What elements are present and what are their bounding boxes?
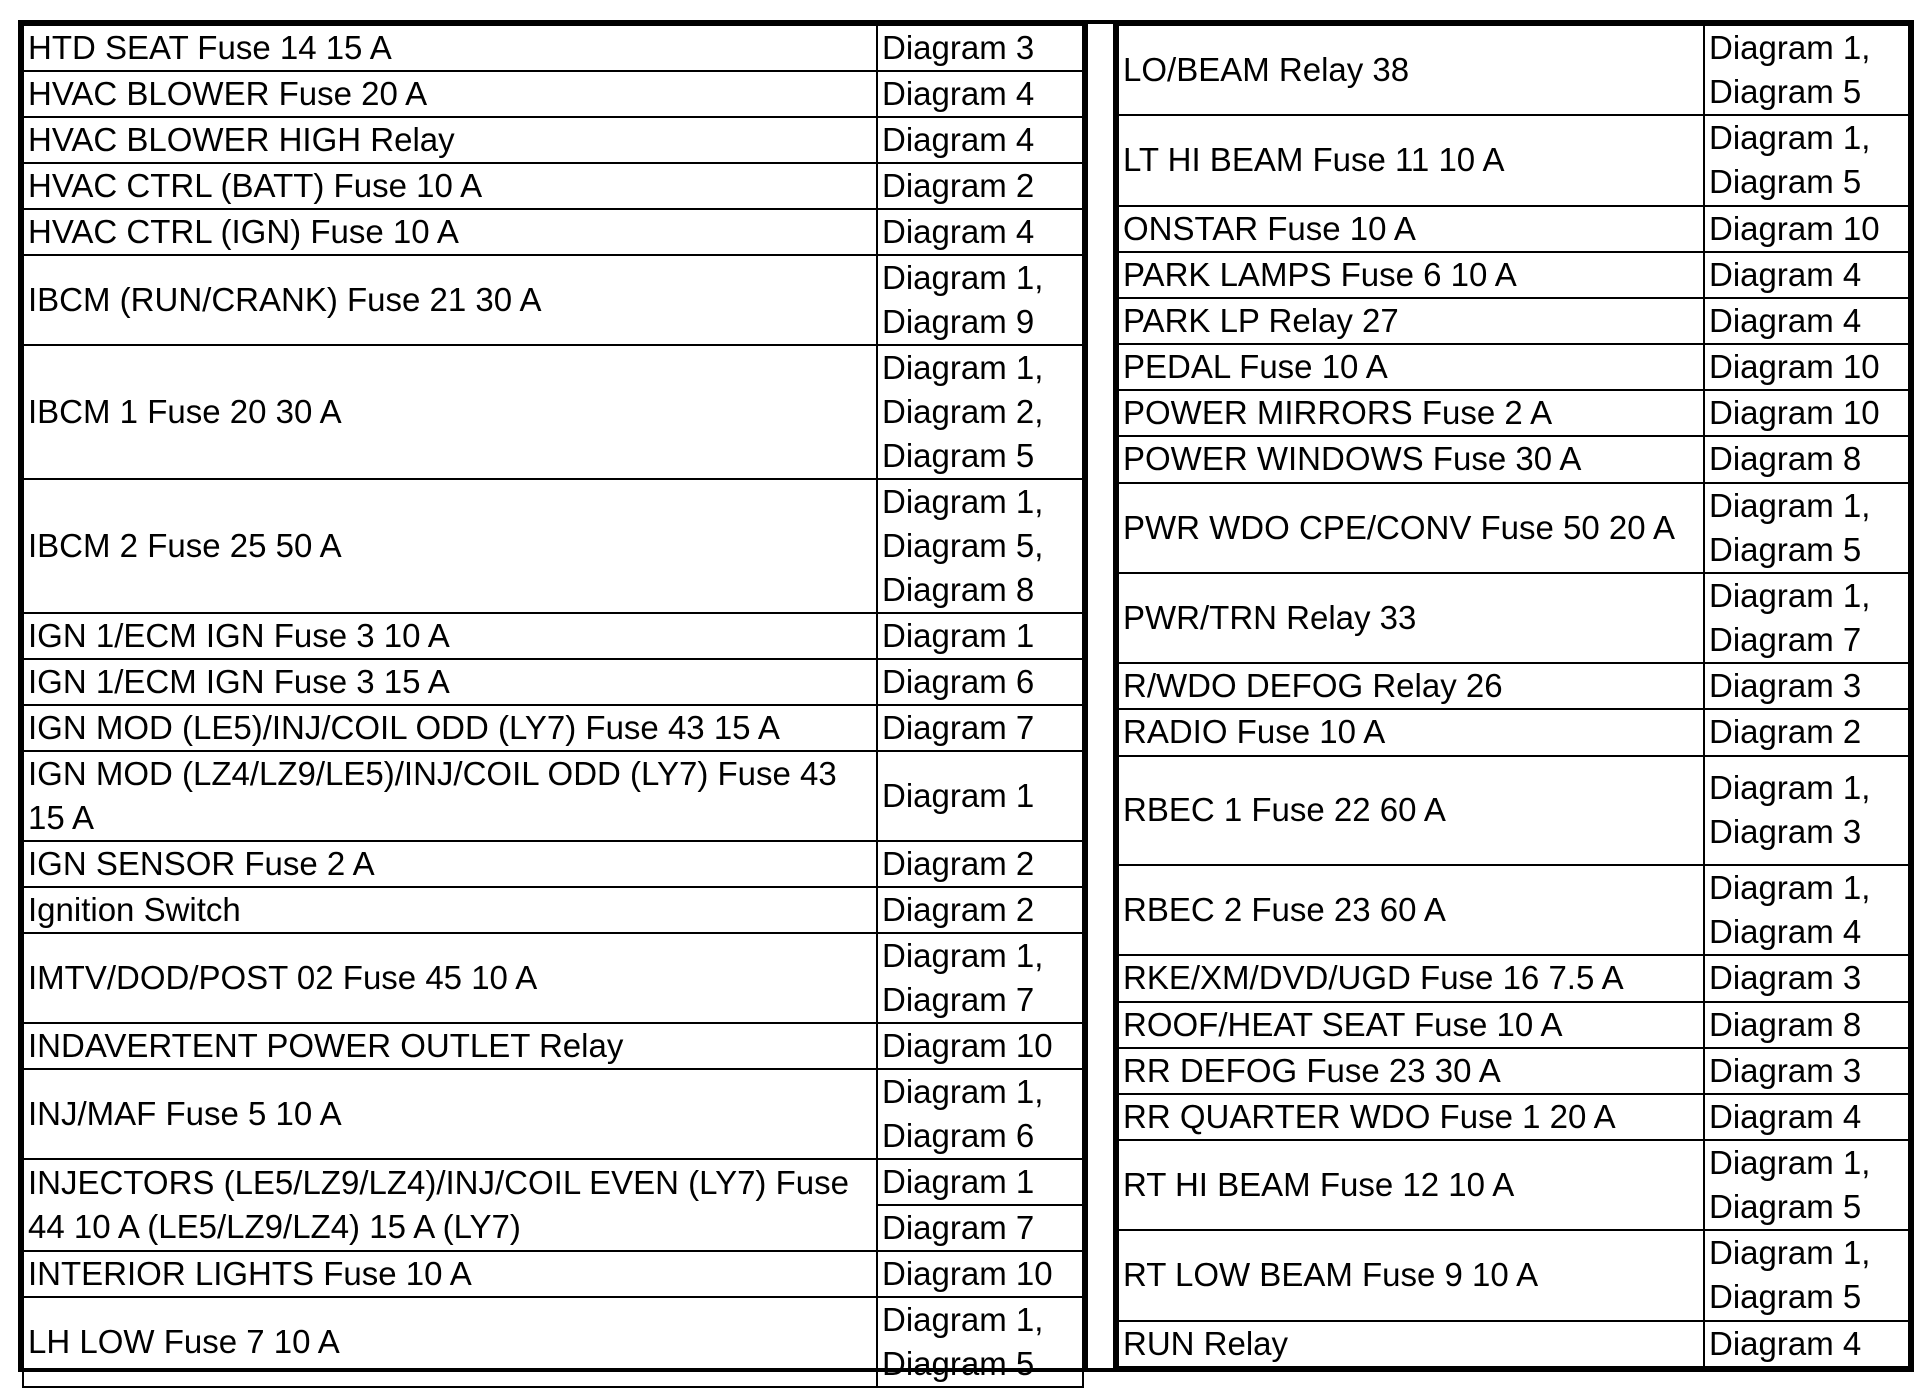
diagram-ref: Diagram 1, bbox=[882, 349, 1044, 386]
component-name: HVAC BLOWER Fuse 20 A bbox=[23, 71, 877, 117]
diagram-refs bbox=[877, 659, 1083, 705]
component-name: INJ/MAF Fuse 5 10 A bbox=[23, 1069, 877, 1159]
table-row bbox=[1118, 1002, 1909, 1048]
table-row bbox=[23, 117, 1083, 163]
component-name: IGN MOD (LZ4/LZ9/LE5)/INJ/COIL ODD (LY7) Fuse 43 15 A bbox=[23, 751, 877, 841]
component-name: IGN 1/ECM IGN Fuse 3 10 A bbox=[23, 613, 877, 659]
diagram-ref: Diagram 2 bbox=[882, 167, 1035, 204]
component-name: IBCM (RUN/CRANK) Fuse 21 30 A bbox=[23, 255, 877, 345]
table-row bbox=[23, 1159, 1083, 1205]
diagram-ref: Diagram 8 bbox=[882, 571, 1035, 608]
diagram-ref: Diagram 1, bbox=[882, 1073, 1044, 1110]
diagram-ref: Diagram 7 bbox=[882, 709, 1035, 746]
component-name: RT HI BEAM Fuse 12 10 A bbox=[1118, 1140, 1704, 1230]
component-name: Ignition Switch bbox=[23, 887, 877, 933]
diagram-ref: Diagram 1, bbox=[1709, 869, 1871, 907]
diagram-ref: Diagram 1 bbox=[882, 617, 1035, 654]
table-row bbox=[23, 479, 1083, 613]
diagram-ref: Diagram 2 bbox=[1709, 713, 1862, 751]
component-name: INJECTORS (LE5/LZ9/LZ4)/INJ/COIL EVEN (LY7) Fuse 44 10 A (LE5/LZ9/LZ4) 15 A (LY7) bbox=[23, 1159, 877, 1251]
diagram-ref: Diagram 1, bbox=[1709, 486, 1871, 524]
diagram-refs bbox=[1704, 115, 1909, 205]
table-row bbox=[1118, 663, 1909, 709]
diagram-ref: Diagram 2 bbox=[882, 891, 1035, 928]
diagram-ref: Diagram 1 bbox=[877, 1159, 1083, 1205]
component-name: PARK LP Relay 27 bbox=[1118, 298, 1704, 344]
diagram-refs bbox=[877, 345, 1083, 479]
diagram-refs bbox=[1704, 663, 1909, 709]
component-name: INTERIOR LIGHTS Fuse 10 A bbox=[23, 1251, 877, 1297]
diagram-refs bbox=[1704, 1002, 1909, 1048]
diagram-ref: Diagram 2, bbox=[882, 393, 1044, 430]
table-row bbox=[1118, 25, 1909, 115]
component-name: RBEC 1 Fuse 22 60 A bbox=[1118, 756, 1704, 866]
table-row bbox=[23, 1297, 1083, 1387]
diagram-refs bbox=[877, 479, 1083, 613]
diagram-ref: Diagram 4 bbox=[1709, 913, 1862, 951]
diagram-ref: Diagram 5 bbox=[1709, 530, 1862, 568]
table-row bbox=[1118, 115, 1909, 205]
component-name: IBCM 1 Fuse 20 30 A bbox=[23, 345, 877, 479]
diagram-ref: Diagram 1, bbox=[882, 483, 1044, 520]
component-name: ROOF/HEAT SEAT Fuse 10 A bbox=[1118, 1002, 1704, 1048]
diagram-ref: Diagram 6 bbox=[882, 1117, 1035, 1154]
component-name: IGN SENSOR Fuse 2 A bbox=[23, 841, 877, 887]
component-name: R/WDO DEFOG Relay 26 bbox=[1118, 663, 1704, 709]
component-name: PWR WDO CPE/CONV Fuse 50 20 A bbox=[1118, 483, 1704, 573]
table-row bbox=[1118, 573, 1909, 663]
table-row bbox=[23, 933, 1083, 1023]
diagram-refs bbox=[877, 71, 1083, 117]
table-row bbox=[1118, 1140, 1909, 1230]
diagram-refs bbox=[877, 255, 1083, 345]
diagram-refs bbox=[1704, 1230, 1909, 1320]
table-row bbox=[1118, 298, 1909, 344]
table-row bbox=[1118, 709, 1909, 755]
right-table-panel bbox=[1113, 20, 1914, 1372]
diagram-ref: Diagram 9 bbox=[882, 303, 1035, 340]
table-row bbox=[23, 25, 1083, 71]
diagram-ref: Diagram 1, bbox=[882, 937, 1044, 974]
diagram-ref: Diagram 3 bbox=[1709, 667, 1862, 705]
component-name: LT HI BEAM Fuse 11 10 A bbox=[1118, 115, 1704, 205]
diagram-ref: Diagram 5 bbox=[1709, 73, 1862, 111]
diagram-ref: Diagram 4 bbox=[1709, 1097, 1862, 1135]
diagram-refs bbox=[1704, 1140, 1909, 1230]
component-name: POWER MIRRORS Fuse 2 A bbox=[1118, 390, 1704, 436]
table-row bbox=[23, 659, 1083, 705]
diagram-ref: Diagram 1, bbox=[1709, 769, 1871, 807]
diagram-ref: Diagram 4 bbox=[882, 213, 1035, 250]
diagram-ref: Diagram 4 bbox=[882, 75, 1035, 112]
diagram-refs bbox=[877, 1297, 1083, 1387]
diagram-refs bbox=[1704, 955, 1909, 1001]
diagram-refs bbox=[1704, 344, 1909, 390]
left-fuse-table bbox=[22, 24, 1084, 1388]
diagram-ref: Diagram 3 bbox=[1709, 813, 1862, 851]
component-name: HTD SEAT Fuse 14 15 A bbox=[23, 25, 877, 71]
table-row bbox=[23, 163, 1083, 209]
component-name: PARK LAMPS Fuse 6 10 A bbox=[1118, 252, 1704, 298]
diagram-ref: Diagram 1, bbox=[1709, 29, 1871, 67]
table-row bbox=[1118, 955, 1909, 1001]
component-name: PEDAL Fuse 10 A bbox=[1118, 344, 1704, 390]
component-name: RKE/XM/DVD/UGD Fuse 16 7.5 A bbox=[1118, 955, 1704, 1001]
table-row bbox=[1118, 436, 1909, 482]
table-row bbox=[23, 255, 1083, 345]
component-name: IMTV/DOD/POST 02 Fuse 45 10 A bbox=[23, 933, 877, 1023]
left-table-body bbox=[23, 25, 1083, 1387]
diagram-ref: Diagram 2 bbox=[882, 845, 1035, 882]
diagram-refs bbox=[1704, 25, 1909, 115]
component-name: LH LOW Fuse 7 10 A bbox=[23, 1297, 877, 1387]
table-row bbox=[1118, 483, 1909, 573]
diagram-refs bbox=[1704, 1048, 1909, 1094]
diagram-refs bbox=[877, 933, 1083, 1023]
component-name: ONSTAR Fuse 10 A bbox=[1118, 206, 1704, 252]
diagram-ref: Diagram 7 bbox=[882, 981, 1035, 1018]
table-row bbox=[23, 751, 1083, 841]
diagram-refs bbox=[877, 209, 1083, 255]
diagram-ref: Diagram 3 bbox=[882, 29, 1035, 66]
component-name: RADIO Fuse 10 A bbox=[1118, 709, 1704, 755]
component-name: RR QUARTER WDO Fuse 1 20 A bbox=[1118, 1094, 1704, 1140]
diagram-ref: Diagram 3 bbox=[1709, 1051, 1862, 1089]
diagram-ref: Diagram 10 bbox=[1709, 394, 1880, 432]
diagram-refs bbox=[1704, 252, 1909, 298]
diagram-ref: Diagram 8 bbox=[1709, 440, 1862, 478]
table-row bbox=[23, 345, 1083, 479]
right-table-body bbox=[1118, 25, 1909, 1367]
diagram-refs bbox=[877, 117, 1083, 163]
table-row bbox=[23, 705, 1083, 751]
component-name: RUN Relay bbox=[1118, 1321, 1704, 1367]
component-name: RT LOW BEAM Fuse 9 10 A bbox=[1118, 1230, 1704, 1320]
diagram-ref: Diagram 8 bbox=[1709, 1005, 1862, 1043]
column-separator bbox=[1088, 20, 1113, 1372]
diagram-refs bbox=[1704, 298, 1909, 344]
diagram-ref: Diagram 6 bbox=[882, 663, 1035, 700]
diagram-refs bbox=[1704, 483, 1909, 573]
diagram-refs bbox=[1704, 206, 1909, 252]
table-row bbox=[1118, 344, 1909, 390]
table-row bbox=[23, 887, 1083, 933]
diagram-refs bbox=[1704, 756, 1909, 866]
diagram-ref: Diagram 1, bbox=[1709, 119, 1871, 157]
diagram-ref: Diagram 10 bbox=[882, 1255, 1053, 1292]
component-name: HVAC BLOWER HIGH Relay bbox=[23, 117, 877, 163]
diagram-ref: Diagram 5 bbox=[1709, 1278, 1862, 1316]
diagram-ref: Diagram 1, bbox=[1709, 1144, 1871, 1182]
diagram-refs bbox=[877, 705, 1083, 751]
diagram-refs bbox=[1704, 865, 1909, 955]
component-name: IBCM 2 Fuse 25 50 A bbox=[23, 479, 877, 613]
component-name: IGN 1/ECM IGN Fuse 3 15 A bbox=[23, 659, 877, 705]
diagram-ref: Diagram 7 bbox=[1709, 621, 1862, 659]
diagram-ref: Diagram 1 bbox=[882, 777, 1035, 814]
diagram-refs bbox=[877, 887, 1083, 933]
diagram-ref: Diagram 10 bbox=[1709, 348, 1880, 386]
table-row bbox=[1118, 1048, 1909, 1094]
diagram-refs bbox=[877, 163, 1083, 209]
diagram-ref: Diagram 5 bbox=[882, 1345, 1035, 1382]
diagram-ref: Diagram 5 bbox=[1709, 1188, 1862, 1226]
diagram-refs bbox=[1704, 390, 1909, 436]
table-row bbox=[1118, 390, 1909, 436]
table-row bbox=[1118, 1094, 1909, 1140]
diagram-ref: Diagram 4 bbox=[1709, 255, 1862, 293]
component-name: POWER WINDOWS Fuse 30 A bbox=[1118, 436, 1704, 482]
diagram-refs bbox=[1704, 1321, 1909, 1367]
right-fuse-table bbox=[1117, 24, 1910, 1368]
diagram-ref: Diagram 10 bbox=[1709, 209, 1880, 247]
component-name: RR DEFOG Fuse 23 30 A bbox=[1118, 1048, 1704, 1094]
table-row bbox=[1118, 756, 1909, 866]
diagram-ref: Diagram 1, bbox=[882, 259, 1044, 296]
table-row bbox=[1118, 1230, 1909, 1320]
component-name: INDAVERTENT POWER OUTLET Relay bbox=[23, 1023, 877, 1069]
table-row bbox=[23, 1069, 1083, 1159]
table-row bbox=[23, 841, 1083, 887]
diagram-refs bbox=[1704, 1094, 1909, 1140]
diagram-refs bbox=[877, 613, 1083, 659]
table-row bbox=[23, 1251, 1083, 1297]
diagram-refs bbox=[877, 1023, 1083, 1069]
table-row bbox=[1118, 1321, 1909, 1367]
diagram-refs bbox=[877, 1251, 1083, 1297]
diagram-refs bbox=[1704, 709, 1909, 755]
diagram-ref: Diagram 5 bbox=[1709, 163, 1862, 201]
table-row bbox=[23, 1023, 1083, 1069]
diagram-ref: Diagram 1, bbox=[1709, 1234, 1871, 1272]
diagram-ref: Diagram 10 bbox=[882, 1027, 1053, 1064]
component-name: PWR/TRN Relay 33 bbox=[1118, 573, 1704, 663]
diagram-ref: Diagram 5, bbox=[882, 527, 1044, 564]
diagram-refs bbox=[1704, 573, 1909, 663]
diagram-ref: Diagram 4 bbox=[1709, 1324, 1862, 1362]
component-name: LO/BEAM Relay 38 bbox=[1118, 25, 1704, 115]
component-name: IGN MOD (LE5)/INJ/COIL ODD (LY7) Fuse 43 15 A bbox=[23, 705, 877, 751]
table-row bbox=[23, 71, 1083, 117]
component-name: HVAC CTRL (IGN) Fuse 10 A bbox=[23, 209, 877, 255]
diagram-ref: Diagram 5 bbox=[882, 437, 1035, 474]
diagram-ref: Diagram 7 bbox=[877, 1205, 1083, 1251]
table-row bbox=[1118, 865, 1909, 955]
diagram-refs bbox=[877, 25, 1083, 71]
diagram-ref: Diagram 1, bbox=[1709, 577, 1871, 615]
diagram-refs bbox=[877, 841, 1083, 887]
table-row bbox=[23, 613, 1083, 659]
diagram-ref: Diagram 1, bbox=[882, 1301, 1044, 1338]
table-row bbox=[23, 209, 1083, 255]
diagram-refs bbox=[1704, 436, 1909, 482]
diagram-ref: Diagram 4 bbox=[882, 121, 1035, 158]
diagram-refs bbox=[877, 1069, 1083, 1159]
left-table-panel bbox=[18, 20, 1088, 1382]
table-row bbox=[1118, 206, 1909, 252]
component-name: HVAC CTRL (BATT) Fuse 10 A bbox=[23, 163, 877, 209]
table-row bbox=[1118, 252, 1909, 298]
diagram-ref: Diagram 4 bbox=[1709, 302, 1862, 340]
diagram-ref: Diagram 3 bbox=[1709, 959, 1862, 997]
component-name: RBEC 2 Fuse 23 60 A bbox=[1118, 865, 1704, 955]
diagram-refs bbox=[877, 751, 1083, 841]
